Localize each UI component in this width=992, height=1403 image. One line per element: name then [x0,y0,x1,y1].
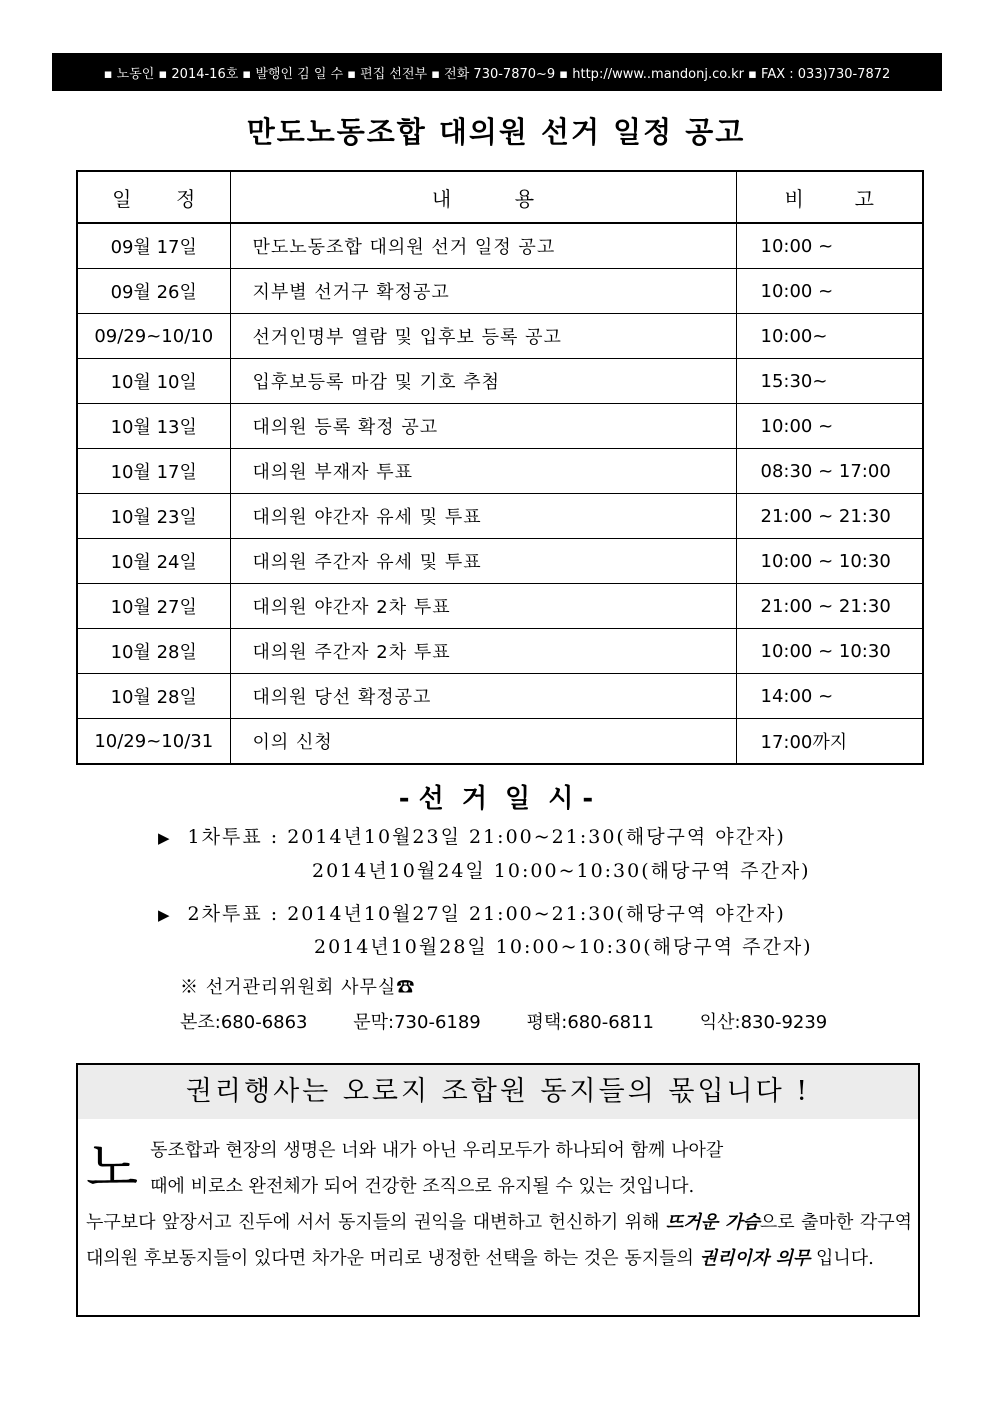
table-row [77,404,923,449]
row-content: 대의원 야간자 2차 투표 [230,584,736,629]
row-note: 14:00 ~ [736,674,923,719]
row-date: 10월 27일 [77,584,230,629]
row-note: 10:00 ~ 10:30 [736,629,923,674]
row-content: 대의원 당선 확정공고 [230,674,736,719]
second-vote-line1 [158,899,786,926]
table-row [77,674,923,719]
row-date: 09월 26일 [77,269,230,314]
row-content: 만도노동조합 대의원 선거 일정 공고 [230,223,736,269]
row-date: 09월 17일 [77,223,230,269]
phone-munmak: 문막:730-6189 [353,1012,481,1033]
row-note: 10:00~ [736,314,923,359]
first-vote-date1: 2014년10월23일 21:00~21:30(해당구역 야간자) [287,826,786,848]
notice-emphasis-1: 뜨거운 가슴 [665,1212,760,1233]
page-title: 만도노동조합 대의원 선거 일정 공고 [246,115,746,149]
row-content: 이의 신청 [230,719,736,765]
table-row [77,494,923,539]
notice-body [86,1133,912,1277]
row-note: 21:00 ~ 21:30 [736,584,923,629]
table-header-row [77,171,923,223]
table-row [77,629,923,674]
row-note: 10:00 ~ 10:30 [736,539,923,584]
row-note: 17:00까지 [736,719,923,765]
table-row [77,539,923,584]
first-vote-date2: 2014년10월24일 10:00~10:30(해당구역 주간자) [312,860,811,882]
arrow-right-icon: ▶ [158,906,172,924]
notice-title: 권리행사는 오로지 조합원 동지들의 몫입니다 ! [78,1065,918,1119]
row-date: 10월 17일 [77,449,230,494]
second-vote-date1: 2014년10월27일 21:00~21:30(해당구역 야간자) [287,903,786,925]
row-note: 10:00 ~ [736,269,923,314]
row-note: 10:00 ~ [736,404,923,449]
schedule-table [76,170,924,765]
row-note: 10:00 ~ [736,223,923,269]
first-vote-line2 [312,856,811,883]
table-row [77,584,923,629]
table-row [77,269,923,314]
row-date: 10월 28일 [77,674,230,719]
row-date: 10월 24일 [77,539,230,584]
header-content: 내 용 [230,171,736,223]
table-row [77,223,923,269]
schedule-heading: - 선 거 일 시 - [398,784,594,814]
office-phones [180,1008,867,1034]
row-date: 10월 10일 [77,359,230,404]
header-date: 일 정 [77,171,230,223]
row-note: 21:00 ~ 21:30 [736,494,923,539]
row-content: 대의원 등록 확정 공고 [230,404,736,449]
row-note: 15:30~ [736,359,923,404]
header-note: 비 고 [736,171,923,223]
election-office-label: ※ 선거관리위원회 사무실☎ [180,977,416,998]
notice-p2-c: 입니다. [810,1248,874,1269]
notice-emphasis-2: 권리이자 의무 [699,1248,811,1269]
header-text: ▪ 노동인 ▪ 2014-16호 ▪ 발행인 김 일 수 ▪ 편집 선전부 ▪ 전화 730-7870~9 ▪ http://www..mandonj.co.kr ▪ FAX : 033)730-7872 [103,66,891,82]
row-content: 대의원 야간자 유세 및 투표 [230,494,736,539]
table-row [77,719,923,765]
table-row [77,314,923,359]
table-row [77,359,923,404]
header-bar [52,53,942,91]
phone-pyeongtaek: 평택:680-6811 [526,1012,655,1033]
first-vote-label: 1차투표 : [187,826,280,848]
row-content: 입후보등록 마감 및 기호 추첨 [230,359,736,404]
row-content: 대의원 주간자 유세 및 투표 [230,539,736,584]
row-content: 대의원 부재자 투표 [230,449,736,494]
row-note: 08:30 ~ 17:00 [736,449,923,494]
row-date: 10/29~10/31 [77,719,230,765]
row-date: 09/29~10/10 [77,314,230,359]
first-vote-line1 [158,822,786,849]
notice-line2: 때에 비로소 완전체가 되어 건강한 조직으로 유지될 수 있는 것입니다. [150,1176,695,1197]
notice-p2-a: 누구보다 앞장서고 진두에 서서 동지들의 권익을 대변하고 헌신하기 위해 [86,1212,666,1233]
notice-line1: 동조합과 현장의 생명은 너와 내가 아닌 우리모두가 하나되어 함께 나아갈 [150,1140,724,1161]
notice-dropcap: 노 [86,1136,139,1199]
second-vote-line2 [314,932,813,959]
second-vote-date2: 2014년10월28일 10:00~10:30(해당구역 주간자) [314,936,813,958]
row-date: 10월 23일 [77,494,230,539]
second-vote-label: 2차투표 : [187,903,280,925]
notice-box [76,1063,920,1317]
row-content: 선거인명부 열람 및 입후보 등록 공고 [230,314,736,359]
row-date: 10월 13일 [77,404,230,449]
row-content: 대의원 주간자 2차 투표 [230,629,736,674]
table-row [77,449,923,494]
arrow-right-icon: ▶ [158,829,172,847]
notice-p2-b: 으로 출마한 각구역 대의원 후보동지들이 있다면 차가운 머리로 냉정한 선택을 하는 것은 동지들의 [86,1212,912,1269]
phone-main: 본조:680-6863 [180,1012,308,1033]
phone-iksan: 익산:830-9239 [699,1012,828,1033]
row-date: 10월 28일 [77,629,230,674]
row-content: 지부별 선거구 확정공고 [230,269,736,314]
